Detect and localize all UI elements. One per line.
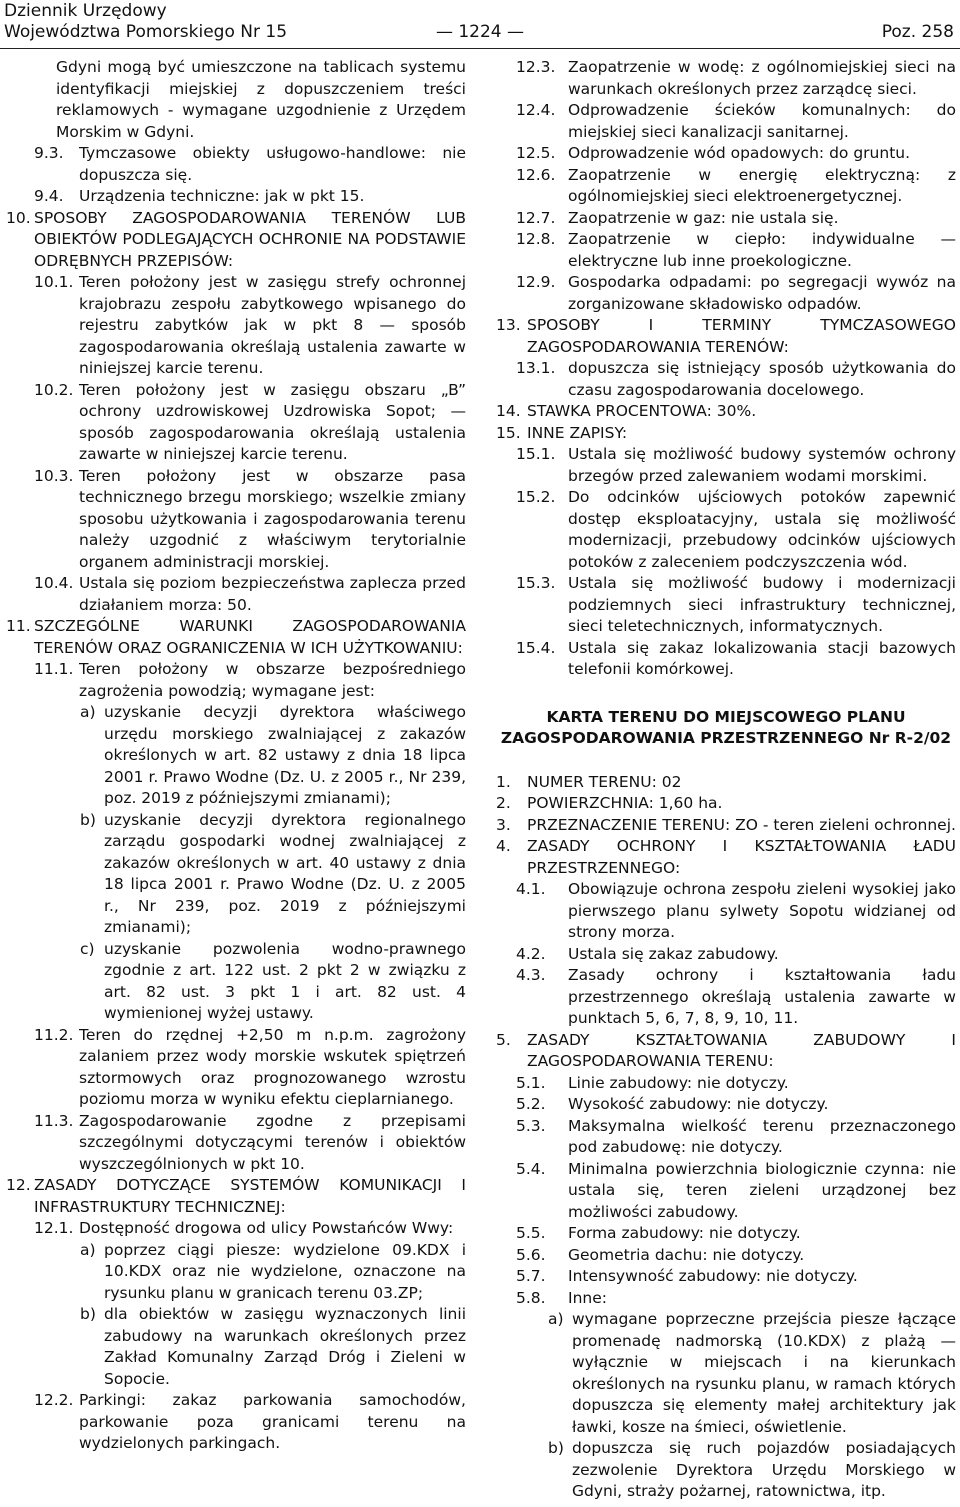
item-10-4 <box>6 573 466 616</box>
journal-region-issue: Województwa Pomorskiego Nr 15 <box>4 22 288 42</box>
item-number: 10.4. <box>34 574 74 592</box>
section-13 <box>496 315 956 358</box>
section-number: 10. <box>6 208 31 227</box>
item-number: 12.1. <box>34 1219 74 1237</box>
item-number: 5.5. <box>516 1224 546 1242</box>
item-text: Maksymalna wielkość terenu przeznaczonego pod zabudowę: nie dotyczy. <box>568 1116 956 1156</box>
karta-item-4-2 <box>496 944 956 966</box>
page-header <box>0 0 960 50</box>
item-number: 15.4. <box>516 638 556 657</box>
item-text: Minimalna powierzchnia biologicznie czynna: nie ustala się, teren zieleni urządzonej bez możliwości zabudowy. <box>568 1159 956 1221</box>
karta-item-1 <box>496 772 956 794</box>
item-text: Urządzenia techniczne: jak w pkt 15. <box>79 187 365 205</box>
item-text: Zaopatrzenie w energię elektryczną: z ogólnomiejskiej sieci elektroenergetycznej. <box>568 165 956 205</box>
item-text: Ustala się możliwość budowy i modernizacji podziemnych sieci infrastruktury technicznej, sieci teletechnicznych, informatycznych. <box>568 574 956 635</box>
karta-item-5-3 <box>496 1116 956 1159</box>
item-12-2 <box>6 1390 466 1455</box>
item-text: Zaopatrzenie w gaz: nie ustala się. <box>568 208 839 227</box>
item-text: Ustala się zakaz lokalizowania stacji bazowych telefonii komórkowej. <box>568 638 956 678</box>
item-number: 11.2. <box>34 1025 74 1044</box>
item-11-2 <box>6 1025 466 1111</box>
section-heading: SZCZEGÓLNE WARUNKI ZAGOSPODAROWANIA TERENÓW ORAZ OGRANICZENIA W ICH UŻYTKOWANIU: <box>34 617 466 657</box>
item-number: 10.1. <box>34 273 74 291</box>
item-12-6 <box>496 165 956 208</box>
section-number: 3. <box>496 815 511 834</box>
item-15-2 <box>496 487 956 573</box>
section-10 <box>6 208 466 273</box>
subitem-text: wymagane poprzeczne przejścia piesze łączące promenadę nadmorską (10.KDX) z plażą — wyłącznie w miejscach i na kierunkach określonych na rysunku planu, w ramach których dopuszcza się elementy małej architektury jak ławki, kosze na śmieci, oświetlenie. <box>572 1310 956 1436</box>
karta-item-3 <box>496 815 956 837</box>
karta-item-5-6 <box>496 1245 956 1267</box>
section-number: 11. <box>6 617 31 635</box>
section-text: POWIERZCHNIA: 1,60 ha. <box>527 794 723 812</box>
item-text: Intensywność zabudowy: nie dotyczy. <box>568 1267 858 1285</box>
section-heading: SPOSOBY I TERMINY TYMCZASOWEGO ZAGOSPODAROWANIA TERENÓW: <box>527 316 956 356</box>
item-number: 10.2. <box>34 380 74 399</box>
item-number: 12.8. <box>516 230 556 248</box>
karta-item-5-8-b <box>496 1438 956 1503</box>
item-12-3 <box>496 57 956 100</box>
subitem-letter: a) <box>548 1310 564 1328</box>
item-text: Zagospodarowanie zgodne z przepisami szczególnymi dotyczącymi terenów i obiektów wyszczególnionych w pkt 10. <box>79 1111 466 1173</box>
item-number: 12.5. <box>516 144 556 162</box>
item-12-1-a <box>6 1240 466 1305</box>
item-10-3 <box>6 466 466 574</box>
subitem-text: dopuszcza się ruch pojazdów posiadających zezwolenie Dyrektora Urzędu Morskiego w Gdyni, straży pożarnej, ratownictwa, itp. <box>572 1439 956 1500</box>
item-11-3 <box>6 1111 466 1176</box>
section-12 <box>6 1175 466 1218</box>
item-text: Tymczasowe obiekty usługowo-handlowe: nie dopuszcza się. <box>79 144 466 184</box>
item-number: 4.1. <box>516 880 546 898</box>
item-text: Wysokość zabudowy: nie dotyczy. <box>568 1095 829 1113</box>
section-text: ZASADY KSZTAŁTOWANIA ZABUDOWY I ZAGOSPODAROWANIA TERENU: <box>527 1030 956 1070</box>
item-number: 15.1. <box>516 445 556 463</box>
journal-name: Dziennik Urzędowy <box>4 1 167 21</box>
item-number: 4.2. <box>516 944 546 963</box>
item-number: 4.3. <box>516 966 546 984</box>
subitem-letter: a) <box>80 703 96 721</box>
item-text: Geometria dachu: nie dotyczy. <box>568 1245 805 1264</box>
section-text: ZASADY OCHRONY I KSZTAŁTOWANIA ŁADU PRZESTRZENNEGO: <box>527 837 956 877</box>
item-number: 9.3. <box>34 144 64 162</box>
item-text: Teren do rzędnej +2,50 m n.p.m. zagrożony zalaniem przez wody morskie wskutek spiętrzeń sztormowych oraz prognozowanego wzrostu poziomu morza w wyniku efektu cieplarnianego. <box>79 1025 466 1108</box>
section-text: PRZEZNACZENIE TERENU: ZO - teren zieleni ochronnej. <box>527 815 956 834</box>
subitem-letter: c) <box>80 939 95 958</box>
item-number: 5.1. <box>516 1073 546 1092</box>
right-column <box>496 57 956 1503</box>
karta-item-5-8-a <box>496 1309 956 1438</box>
item-text: Odprowadzenie ścieków komunalnych: do miejskiej sieci kanalizacji sanitarnej. <box>568 101 956 141</box>
subitem-text: uzyskanie decyzji dyrektora właściwego urzędu morskiego zwalniającej z zakazów określonych w art. 82 ustawy z dnia 18 lipca 2001 r. Prawo Wodne (Dz. U. z 2005 r., Nr 239, poz. 2019 z późniejszymi zmianami); <box>104 703 466 807</box>
item-15-1 <box>496 444 956 487</box>
item-number: 12.4. <box>516 101 556 119</box>
karta-item-5-4 <box>496 1159 956 1224</box>
item-text: Odprowadzenie wód opadowych: do gruntu. <box>568 144 911 162</box>
section-number: 13. <box>496 316 521 334</box>
subitem-letter: b) <box>80 810 96 829</box>
item-text: Inne: <box>568 1288 607 1307</box>
item-text: Gospodarka odpadami: po segregacji wywóz na zorganizowane składowisko odpadów. <box>568 273 956 313</box>
karta-title: KARTA TERENU DO MIEJSCOWEGO PLANU ZAGOSPODAROWANIA PRZESTRZENNEGO Nr R-2/02 <box>500 707 952 747</box>
item-number: 15.3. <box>516 574 556 592</box>
item-12-9 <box>496 272 956 315</box>
item-15-3 <box>496 573 956 638</box>
header-rule <box>0 48 960 49</box>
section-14 <box>496 401 956 423</box>
item-text: Zaopatrzenie w wodę: z ogólnomiejskiej sieci na warunkach określonych przez zarządcę sieci. <box>568 58 956 98</box>
item-12-5 <box>496 143 956 165</box>
section-number: 2. <box>496 794 511 812</box>
karta-item-5-5 <box>496 1223 956 1245</box>
karta-item-5-1 <box>496 1073 956 1095</box>
karta-item-4-1 <box>496 879 956 944</box>
item-number: 11.1. <box>34 660 74 678</box>
item-12-1-b <box>6 1304 466 1390</box>
karta-item-4-3 <box>496 965 956 1030</box>
section-number: 5. <box>496 1030 511 1049</box>
item-13-1 <box>496 358 956 401</box>
item-text: Teren położony w obszarze bezpośredniego zagrożenia powodzią; wymagane jest: <box>79 660 466 700</box>
item-12-8 <box>496 229 956 272</box>
item-text: Linie zabudowy: nie dotyczy. <box>568 1073 789 1092</box>
item-text: Obowiązuje ochrona zespołu zieleni wysokiej jako pierwszego planu sylwety Sopotu widzianej od strony morza. <box>568 880 956 941</box>
section-heading: ZASADY DOTYCZĄCE SYSTEMÓW KOMUNIKACJI I INFRASTRUKTURY TECHNICZNEJ: <box>34 1176 466 1216</box>
section-number: 12. <box>6 1176 31 1194</box>
item-text: Zaopatrzenie w ciepło: indywidualne — elektryczne lub inne proekologiczne. <box>568 230 956 270</box>
item-number: 12.6. <box>516 165 556 184</box>
item-11-1 <box>6 659 466 702</box>
section-11 <box>6 616 466 659</box>
item-number: 11.3. <box>34 1111 74 1130</box>
karta-item-2 <box>496 793 956 815</box>
item-text: Dostępność drogowa od ulicy Powstańców Wwy: <box>79 1219 454 1237</box>
section-15 <box>496 423 956 445</box>
item-number: 5.8. <box>516 1288 546 1307</box>
karta-item-5-8 <box>496 1288 956 1310</box>
item-number: 10.3. <box>34 466 74 485</box>
item-9-3 <box>6 143 466 186</box>
subitem-letter: a) <box>80 1240 96 1259</box>
item-text: Teren położony jest w zasięgu strefy ochronnej krajobrazu zespołu zabytkowego wpisanego do rejestru zabytków jak w pkt 8 — sposób zagospodarowania określają ustalenia zawarte w niniejszej karcie terenu. <box>79 273 466 377</box>
item-number: 5.7. <box>516 1267 546 1285</box>
item-number: 12.3. <box>516 58 556 76</box>
section-number: 4. <box>496 837 511 855</box>
item-15-4 <box>496 638 956 681</box>
section-heading: SPOSOBY ZAGOSPODAROWANIA TERENÓW LUB OBIEKTÓW PODLEGAJĄCYCH OCHRONIE NA PODSTAWIE ODRĘBNYCH PRZEPISÓW: <box>34 208 466 270</box>
item-number: 5.2. <box>516 1095 546 1113</box>
item-text: Zasady ochrony i kształtowania ładu przestrzennego określają ustalenia zawarte w punktach 5, 6, 7, 8, 9, 10, 11. <box>568 966 956 1027</box>
section-number: 14. <box>496 402 521 420</box>
paragraph-9-2-continued: Gdyni mogą być umieszczone na tablicach systemu identyfikacji miejskiej z dopuszczeniem treści reklamowych - wymagane uzgodnienie z Urzędem Morskim w Gdyni. <box>56 58 466 141</box>
karta-item-5-2 <box>496 1094 956 1116</box>
item-number: 5.3. <box>516 1116 546 1135</box>
item-10-1 <box>6 272 466 380</box>
item-text: Ustala się poziom bezpieczeństwa zaplecza przed działaniem morza: 50. <box>79 574 466 614</box>
item-number: 15.2. <box>516 488 556 506</box>
section-heading: STAWKA PROCENTOWA: 30%. <box>527 402 757 420</box>
subitem-text: dla obiektów w zasięgu wyznaczonych linii zabudowy na warunkach określonych przez Zakład Komunalny Zarząd Dróg i Zieleni w Sopocie. <box>104 1305 466 1388</box>
item-number: 13.1. <box>516 359 556 377</box>
karta-item-4 <box>496 836 956 879</box>
journal-title <box>4 1 287 43</box>
item-number: 12.9. <box>516 273 556 291</box>
subitem-letter: b) <box>80 1305 96 1323</box>
subitem-text: poprzez ciągi piesze: wydzielone 09.KDX i 10.KDX oraz nie wydzielone, oznaczone na rysunku planu w granicach terenu 03.ZP; <box>104 1240 466 1302</box>
left-column <box>6 57 466 1455</box>
item-text: Ustala się zakaz zabudowy. <box>568 944 779 963</box>
section-number: 15. <box>496 423 521 442</box>
karta-item-5-7 <box>496 1266 956 1288</box>
section-number: 1. <box>496 772 511 791</box>
section-heading: INNE ZAPISY: <box>527 423 628 442</box>
item-text: Teren położony jest w zasięgu obszaru „B” ochrony uzdrowiskowej Uzdrowiska Sopot; — sposób zagospodarowania określają ustalenia zawarte w niniejszej karcie terenu. <box>79 380 466 463</box>
item-number: 12.2. <box>34 1391 74 1409</box>
item-text: Forma zabudowy: nie dotyczy. <box>568 1224 801 1242</box>
position-number: Poz. 258 <box>881 22 954 42</box>
item-number: 12.7. <box>516 208 556 227</box>
item-number: 5.6. <box>516 1245 546 1264</box>
item-9-4 <box>6 186 466 208</box>
item-text: Parkingi: zakaz parkowania samochodów, parkowanie poza granicami terenu na wydzielonych parkingach. <box>79 1391 466 1452</box>
subitem-letter: b) <box>548 1439 564 1457</box>
subitem-text: uzyskanie decyzji dyrektora regionalnego zarządu gospodarki wodnej zwalniającej z zakazów określonych w art. 40 ustawy z dnia 18 lipca 2001 r. Prawo Wodne (Dz. U. z 2005 r., Nr 239, poz. 2019 z późniejszymi zmianami); <box>104 810 466 936</box>
karta-item-5 <box>496 1030 956 1073</box>
item-number: 5.4. <box>516 1159 546 1178</box>
item-text: Teren położony jest w obszarze pasa technicznego brzegu morskiego; wszelkie zmiany sposobu użytkowania i zagospodarowania terenu należy uzgodnić z właściwym terytorialnie organem administracji morskiej. <box>79 466 466 571</box>
subitem-text: uzyskanie pozwolenia wodno-prawnego zgodnie z art. 122 ust. 2 pkt 2 w związku z art. 82 ust. 3 pkt 1 i art. 82 ust. 4 wymienionej wyżej ustawy. <box>104 939 466 1022</box>
item-12-7 <box>496 208 956 230</box>
item-11-1-c <box>6 939 466 1025</box>
item-text: Do odcinków ujściowych potoków zapewnić dostęp eksploatacyjny, ustala się możliwość modernizacji, przebudowy odcinków ujściowych potoków z zaleceniem podczyszczenia wód. <box>568 488 956 571</box>
item-11-1-a <box>6 702 466 810</box>
item-text: Ustala się możliwość budowy systemów ochrony brzegów przed zalewaniem wodami morskimi. <box>568 445 956 485</box>
item-12-1 <box>6 1218 466 1240</box>
item-11-1-b <box>6 810 466 939</box>
item-12-4 <box>496 100 956 143</box>
section-text: NUMER TERENU: 02 <box>527 772 682 791</box>
item-text: dopuszcza się istniejący sposób użytkowania do czasu zagospodarowania docelowego. <box>568 359 956 399</box>
item-number: 9.4. <box>34 187 64 205</box>
page-number: — 1224 — <box>435 22 525 42</box>
item-10-2 <box>6 380 466 466</box>
